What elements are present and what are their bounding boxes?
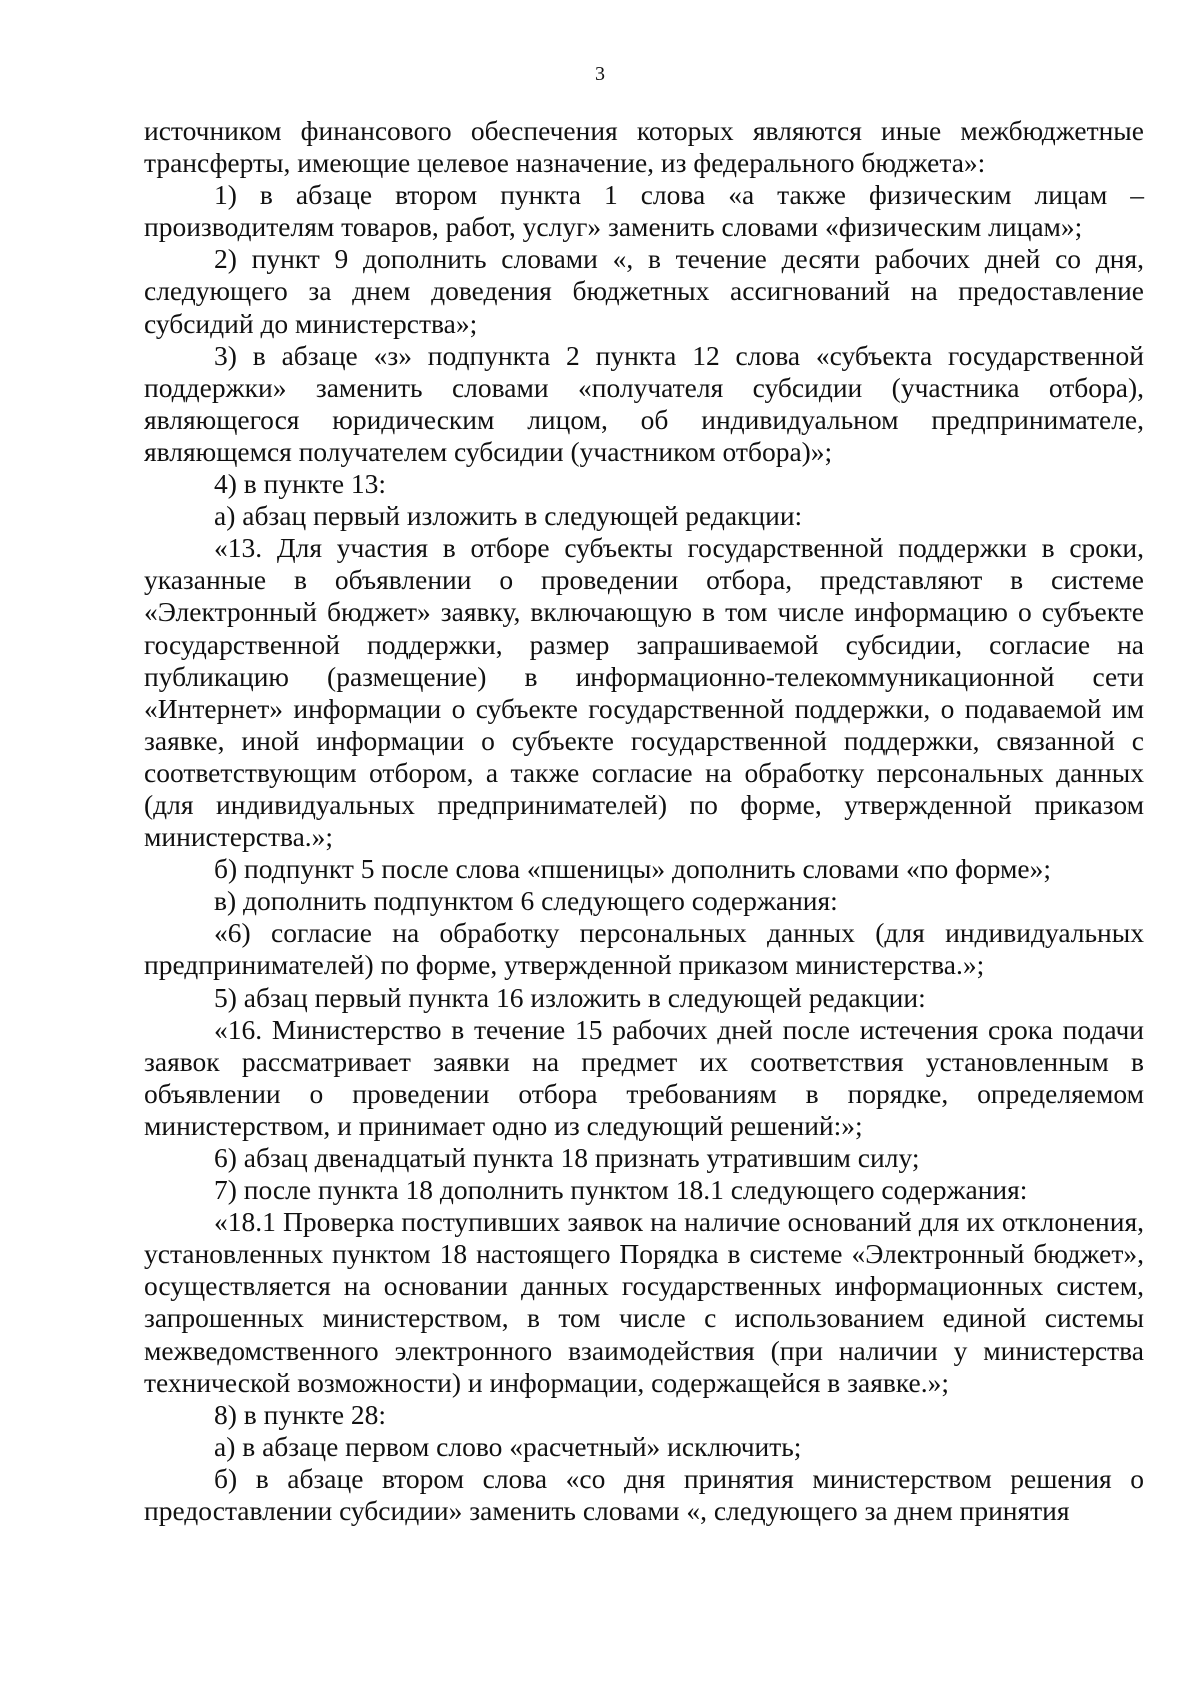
paragraph-item-4a: а) абзац первый изложить в следующей редакции: <box>214 500 803 532</box>
paragraph-item-1: 1) в абзаце втором пункта 1 слова «а также физическим лицам – производителям товаров, работ, услуг» заменить словами «физическим лицам»; <box>144 179 1144 243</box>
paragraph-quote-16: «16. Министерство в течение 15 рабочих дней после истечения срока подачи заявок рассматривает заявки на предмет их соответствия установленным в объявлении о проведении отбора требованиям в порядке, определяемом министерством, и принимает одно из следующий решений:»; <box>144 1013 1144 1141</box>
page-number: 3 <box>595 63 605 85</box>
paragraph-item-2: 2) пункт 9 дополнить словами «, в течение десяти рабочих дней со дня, следующего за днем доведения бюджетных ассигнований на предоставление субсидий до министерства»; <box>144 243 1144 339</box>
paragraph-item-8a: а) в абзаце первом слово «расчетный» исключить; <box>214 1430 802 1462</box>
paragraph-item-6: 6) абзац двенадцатый пункта 18 признать утратившим силу; <box>214 1142 920 1173</box>
paragraph-item-4: 4) в пункте 13: <box>214 468 387 500</box>
paragraph-quote-18-1: «18.1 Проверка поступивших заявок на наличие оснований для их отклонения, установленных пунктом 18 настоящего Порядка в системе «Электронный бюджет», осуществляется на основании данных государственных информационных систем, запрошенных министерством, в том числе с использованием единой системы межведомственного электронного взаимодействия (при наличии у министерства технической возможности) и информации, содержащейся в заявке.»; <box>144 1206 1144 1398</box>
paragraph-quote-6: «6) согласие на обработку персональных данных (для индивидуальных предпринимателей) по форме, утвержденной приказом министерства.»; <box>144 917 1144 981</box>
paragraph-item-4b: б) подпункт 5 после слова «пшеницы» дополнить словами «по форме»; <box>214 853 1051 885</box>
paragraph-quote-13: «13. Для участия в отборе субъекты государственной поддержки в сроки, указанные в объявлении о проведении отбора, представляют в системе «Электронный бюджет» заявку, включающую в том числе информацию о субъекте государственной поддержки, размер запрашиваемой субсидии, согласие на публикацию (размещение) в информационно-телекоммуникационной сети «Интернет» информации о субъекте государственной поддержки, о подаваемой им заявке, иной информации о субъекте государственной поддержки, связанной с соответствующим отбором, а также согласие на обработку персональных данных (для индивидуальных предпринимателей) по форме, утвержденной приказом министерства.»; <box>144 532 1144 853</box>
paragraph-item-3: 3) в абзаце «з» подпункта 2 пункта 12 слова «субъекта государственной поддержки» заменить словами «получателя субсидии (участника отбора), являющегося юридическим лицом, об индивидуальном предпринимателе, являющемся получателем субсидии (участником отбора)»; <box>144 339 1144 467</box>
paragraph-item-5: 5) абзац первый пункта 16 изложить в следующей редакции: <box>214 981 926 1013</box>
document-body <box>144 115 1144 1527</box>
paragraph-item-8: 8) в пункте 28: <box>214 1398 387 1430</box>
paragraph-item-8b: б) в абзаце втором слова «со дня принятия министерством решения о предоставлении субсидии» заменить словами «, следующего за днем принятия <box>144 1462 1144 1527</box>
paragraph-intro: источником финансового обеспечения которых являются иные межбюджетные трансферты, имеющие целевое назначение, из федерального бюджета»: <box>144 115 1144 179</box>
paragraph-item-4c: в) дополнить подпунктом 6 следующего содержания: <box>214 885 838 917</box>
paragraph-item-7: 7) после пункта 18 дополнить пунктом 18.1 следующего содержания: <box>214 1174 1028 1206</box>
